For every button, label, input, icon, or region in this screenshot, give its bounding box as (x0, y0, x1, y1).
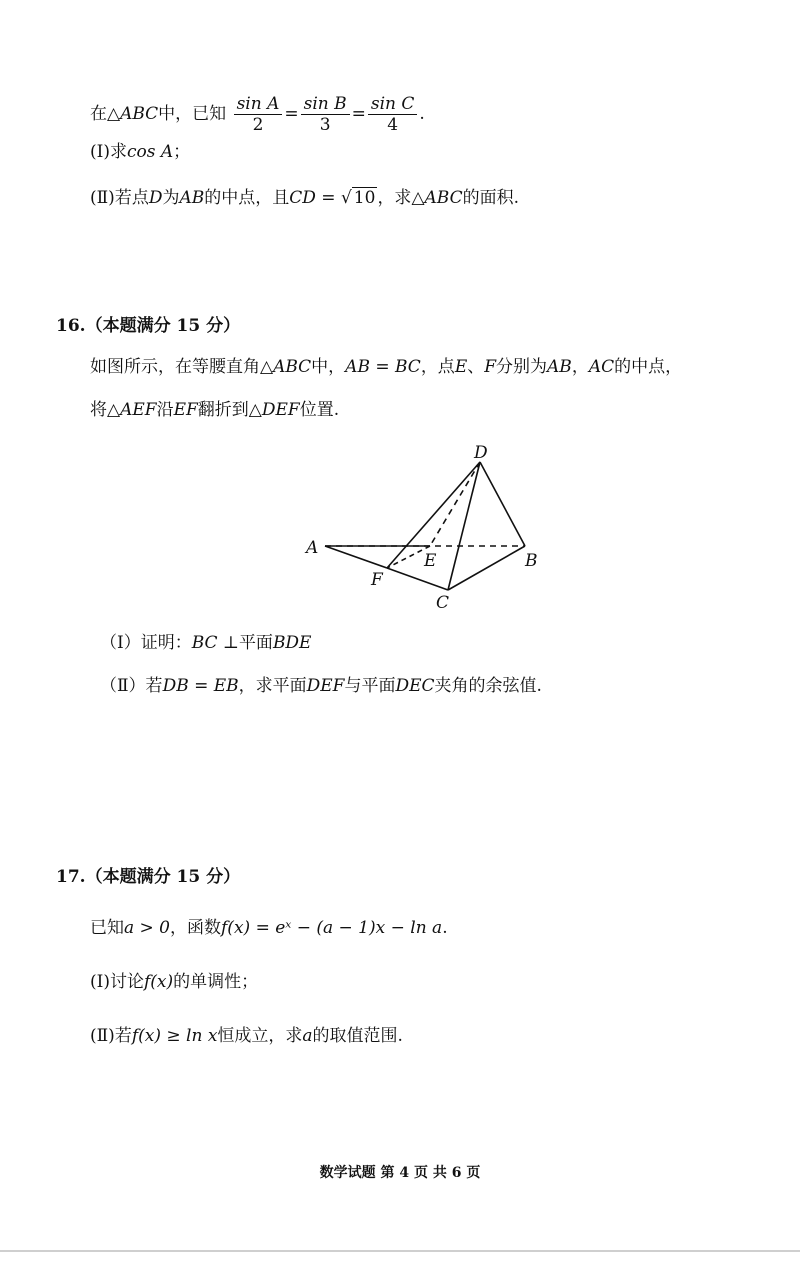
fraction-sinB: $\frac{\text{sin B}}{3}$ (301, 94, 350, 135)
page-footer: 数学试题 第 4 页 共 6 页 (319, 1165, 481, 1181)
label-C: C (436, 593, 450, 613)
label-F: F (371, 570, 383, 590)
q16-line1: 如图所示，在等腰直角△ABC中，AB = BC，点E、F分别为AB，AC的中点， (90, 357, 683, 377)
q15-part1: (Ⅰ)求cos A； (90, 142, 191, 162)
scan-edge-divider (0, 1250, 800, 1252)
edge-CB (448, 546, 525, 590)
sqrt-symbol: √ (340, 188, 352, 208)
label-A: A (306, 538, 319, 558)
edge-DE (430, 462, 480, 546)
q16-line2: 将△AEF沿EF翻折到△DEF位置. (90, 400, 340, 420)
edge-FC (387, 568, 448, 590)
q16-part1: （Ⅰ）证明：BC ⊥平面BDE (100, 633, 312, 653)
q15-part2: (Ⅱ)若点D为AB的中点，且CD = √ 10 ，求△ABC的面积. (90, 188, 520, 208)
edge-DF (387, 462, 480, 568)
edge-DB (480, 462, 525, 546)
q16-header: 16.（本题满分 15 分） (56, 316, 241, 336)
edge-EF (387, 546, 430, 568)
q16-part2: （Ⅱ）若DB = EB，求平面DEF与平面DEC夹角的余弦值. (100, 676, 542, 696)
fraction-sinA: $\frac{\text{sin A}}{2}$ (234, 94, 283, 135)
fraction-sinC: $\frac{\text{sin C}}{4}$ (368, 94, 418, 135)
q17-part1: (Ⅰ)讨论f(x)的单调性； (90, 972, 259, 992)
q15-intro: 在△ABC中，已知 $\frac{\text{sin A}}{2}$ = $\frac{\text{sin B}}{3}$ = $\frac{\text{sin C}}{4}$ . (90, 94, 425, 135)
q17-part2: (Ⅱ)若f(x) ≥ ln x恒成立，求a的取值范围. (90, 1026, 403, 1046)
label-D: D (474, 443, 488, 463)
edge-AF (325, 546, 387, 568)
label-E: E (424, 551, 437, 571)
edge-DC (448, 462, 480, 590)
q17-header: 17.（本题满分 15 分） (56, 867, 241, 887)
q17-line1: 已知a > 0，函数f(x) = eˣ − (a − 1)x − ln a. (90, 918, 448, 938)
label-B: B (525, 551, 538, 571)
